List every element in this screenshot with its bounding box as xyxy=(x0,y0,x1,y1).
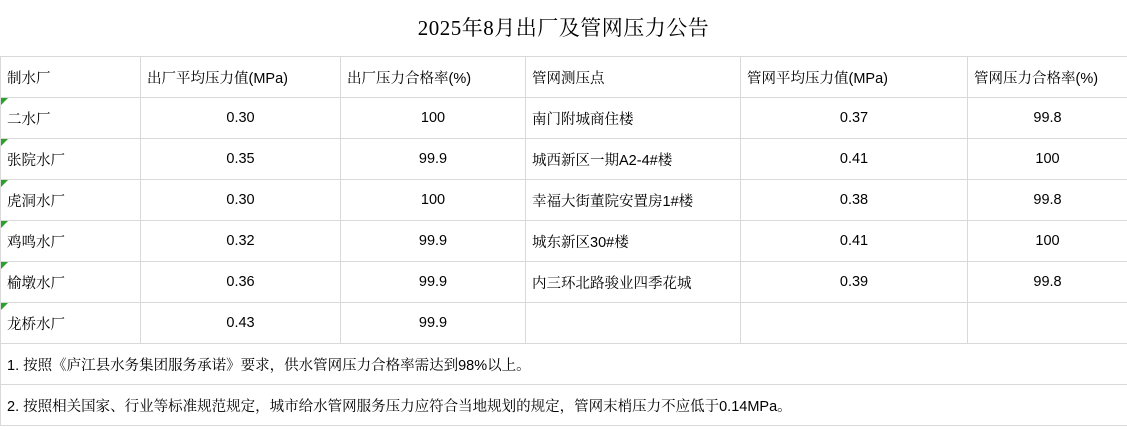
column-header-network-point: 管网测压点 xyxy=(526,57,741,98)
table-row xyxy=(1,180,1127,221)
cell-outlet-pass-rate: 99.9 xyxy=(341,303,526,344)
cell-plant: 虎洞水厂 xyxy=(1,180,141,221)
cell-network-avg-pressure: 0.41 xyxy=(741,139,968,180)
cell-outlet-avg-pressure: 0.43 xyxy=(141,303,341,344)
table-row xyxy=(1,139,1127,180)
cell-network-pass-rate: 99.8 xyxy=(968,180,1127,221)
page-title: 2025年8月出厂及管网压力公告 xyxy=(417,16,710,40)
cell-network-pass-rate: 99.8 xyxy=(968,98,1127,139)
column-header-outlet-avg-pressure: 出厂平均压力值(MPa) xyxy=(141,57,341,98)
note-text: 1. 按照《庐江县水务集团服务承诺》要求，供水管网压力合格率需达到98%以上。 xyxy=(1,344,1127,385)
cell-outlet-pass-rate: 99.9 xyxy=(341,139,526,180)
cell-network-point: 南门附城商住楼 xyxy=(526,98,741,139)
table-row xyxy=(1,98,1127,139)
table-note-row xyxy=(1,344,1127,385)
table-row xyxy=(1,303,1127,344)
cell-network-point: 城东新区30#楼 xyxy=(526,221,741,262)
cell-plant: 龙桥水厂 xyxy=(1,303,141,344)
cell-plant: 鸡鸣水厂 xyxy=(1,221,141,262)
cell-plant: 张院水厂 xyxy=(1,139,141,180)
cell-network-avg-pressure: 0.39 xyxy=(741,262,968,303)
table-note-row xyxy=(1,385,1127,426)
cell-network-avg-pressure xyxy=(741,303,968,344)
cell-network-point: 城西新区一期A2-4#楼 xyxy=(526,139,741,180)
cell-network-pass-rate: 100 xyxy=(968,221,1127,262)
cell-outlet-avg-pressure: 0.36 xyxy=(141,262,341,303)
cell-outlet-avg-pressure: 0.32 xyxy=(141,221,341,262)
cell-plant: 榆墩水厂 xyxy=(1,262,141,303)
cell-outlet-avg-pressure: 0.30 xyxy=(141,180,341,221)
table-row xyxy=(1,221,1127,262)
cell-network-avg-pressure: 0.41 xyxy=(741,221,968,262)
column-header-network-pass-rate: 管网压力合格率(%) xyxy=(968,57,1127,98)
cell-network-point: 幸福大街董院安置房1#楼 xyxy=(526,180,741,221)
column-header-network-avg-pressure: 管网平均压力值(MPa) xyxy=(741,57,968,98)
cell-outlet-avg-pressure: 0.30 xyxy=(141,98,341,139)
column-header-outlet-pass-rate: 出厂压力合格率(%) xyxy=(341,57,526,98)
cell-outlet-pass-rate: 100 xyxy=(341,98,526,139)
table-row xyxy=(1,262,1127,303)
cell-network-pass-rate: 100 xyxy=(968,139,1127,180)
note-text: 2. 按照相关国家、行业等标准规范规定，城市给水管网服务压力应符合当地规划的规定，管网末梢压力不应低于0.14MPa。 xyxy=(1,385,1127,426)
pressure-table xyxy=(0,56,1127,426)
table-header-row xyxy=(1,57,1127,98)
cell-plant: 二水厂 xyxy=(1,98,141,139)
cell-outlet-pass-rate: 99.9 xyxy=(341,262,526,303)
cell-network-avg-pressure: 0.37 xyxy=(741,98,968,139)
cell-network-pass-rate: 99.8 xyxy=(968,262,1127,303)
cell-outlet-pass-rate: 100 xyxy=(341,180,526,221)
cell-network-pass-rate xyxy=(968,303,1127,344)
column-header-plant: 制水厂 xyxy=(1,57,141,98)
cell-outlet-pass-rate: 99.9 xyxy=(341,221,526,262)
cell-outlet-avg-pressure: 0.35 xyxy=(141,139,341,180)
cell-network-avg-pressure: 0.38 xyxy=(741,180,968,221)
cell-network-point: 内三环北路骏业四季花城 xyxy=(526,262,741,303)
cell-network-point xyxy=(526,303,741,344)
